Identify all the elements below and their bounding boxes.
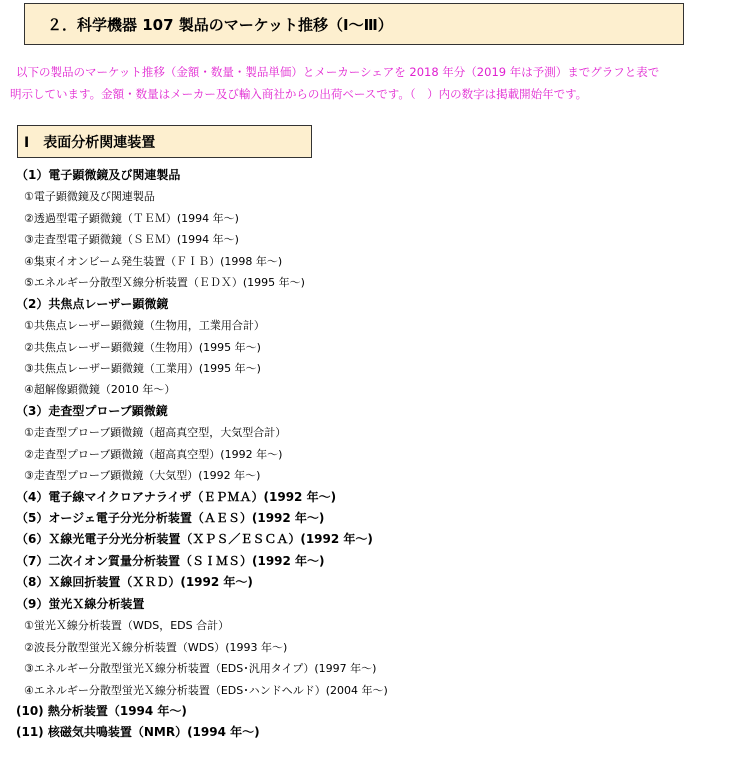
list-category: (11) 核磁気共鳴装置（NMR）(1994 年～) [16,725,260,740]
list-subitem: ③エネルギー分散型蛍光Ｘ線分析装置（EDS･汎用タイプ）(1997 年～) [24,662,377,676]
chapter-title-box [24,3,684,45]
list-subitem: ②走査型プローブ顕微鏡（超高真空型）(1992 年～) [24,447,283,461]
list-subitem: ②透過型電子顕微鏡（ＴＥＭ）(1994 年～) [24,211,239,225]
list-subitem: ④集束イオンビーム発生装置（ＦＩＢ）(1998 年～) [24,254,283,268]
list-subitem: ④エネルギー分散型蛍光Ｘ線分析装置（EDS･ハンドヘルド）(2004 年～) [24,683,388,697]
list-category: (10) 熱分析装置（1994 年～) [16,703,187,718]
list-category: （9）蛍光Ｘ線分析装置 [16,596,145,611]
list-category: （6）Ｘ線光電子分光分析装置（ＸＰＳ／ＥＳＣＡ）(1992 年～) [16,532,373,547]
list-subitem: ①走査型プローブ顕微鏡（超高真空型，大気型合計） [24,426,287,440]
list-subitem: ③走査型電子顕微鏡（ＳＥＭ）(1994 年～) [24,233,239,247]
list-category: （7）二次イオン質量分析装置（ＳＩＭＳ）(1992 年～) [16,553,325,568]
product-list [16,165,736,744]
list-category: （8）Ｘ線回折装置（ＸＲＤ）(1992 年～) [16,575,253,590]
list-subitem: ②共焦点レーザー顕微鏡（生物用）(1995 年～) [24,340,261,354]
list-subitem: ④超解像顕微鏡（2010 年～） [24,383,176,397]
intro-paragraph [10,61,735,105]
list-category: （4）電子線マイクロアナライザ（ＥＰＭＡ）(1992 年～) [16,489,337,504]
list-subitem: ⑤エネルギー分散型Ｘ線分析装置（ＥＤＸ）(1995 年～) [24,276,305,290]
list-subitem: ①蛍光Ｘ線分析装置（WDS，EDS 合計） [24,619,230,633]
intro-line-2: 明示しています。金額・数量はメーカー及び輸入商社からの出荷ベースです。（ ）内の数字は掲載開始年です。 [10,87,588,101]
chapter-title: ２．科学機器 107 製品のマーケット推移（Ⅰ～Ⅲ） [47,15,393,34]
list-subitem: ③走査型プローブ顕微鏡（大気型）(1992 年～) [24,469,261,483]
section-title: Ⅰ 表面分析関連装置 [24,134,156,151]
list-subitem: ①電子顕微鏡及び関連製品 [24,190,155,204]
intro-line-1: 以下の製品のマーケット推移（金額・数量・製品単価）とメーカーシェアを 2018 年分（2019 年は予測）までグラフと表で [16,65,660,79]
list-subitem: ②波長分散型蛍光Ｘ線分析装置（WDS）(1993 年～) [24,640,288,654]
list-category: （5）オージェ電子分光分析装置（ＡＥＳ）(1992 年～) [16,511,325,525]
list-category: （3）走査型プローブ顕微鏡 [16,403,168,418]
section-title-box [17,125,312,158]
list-category: （1）電子顕微鏡及び関連製品 [16,168,181,182]
list-subitem: ③共焦点レーザー顕微鏡（工業用）(1995 年～) [24,361,261,375]
list-subitem: ①共焦点レーザー顕微鏡（生物用，工業用合計） [24,319,265,333]
list-category: （2）共焦点レーザー顕微鏡 [16,296,169,311]
